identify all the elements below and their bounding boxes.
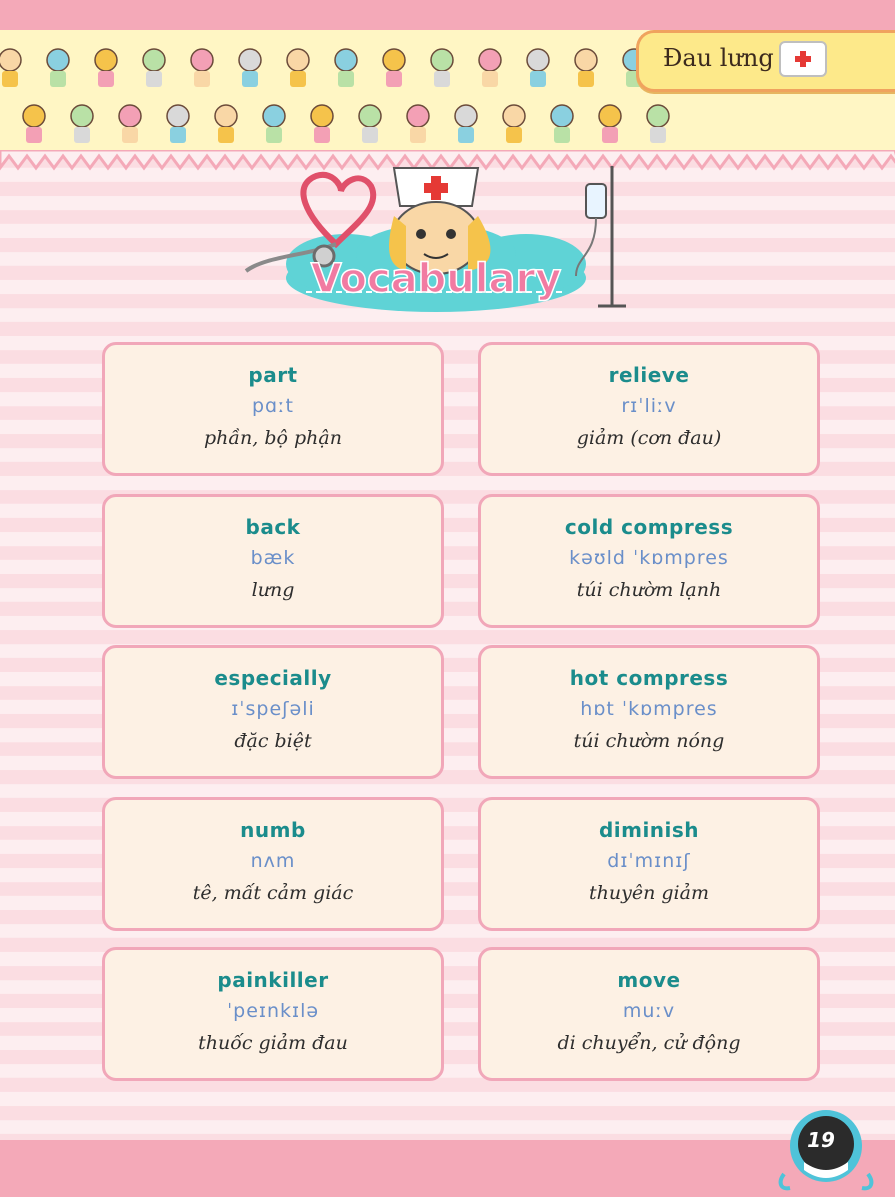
cartoon-figure-body-icon xyxy=(122,127,138,143)
vocab-meaning: di chuyển, cử động xyxy=(557,1032,741,1054)
vocab-meaning: phần, bộ phận xyxy=(204,427,342,449)
bottom-band xyxy=(0,1140,895,1197)
vocab-ipa: bæk xyxy=(250,547,296,569)
cartoon-figure-icon xyxy=(575,49,597,71)
cartoon-figure-icon xyxy=(599,105,621,127)
cartoon-figure-body-icon xyxy=(218,127,234,143)
vocab-word: cold compress xyxy=(564,515,734,539)
vocab-ipa: ɪˈspeʃəli xyxy=(231,698,315,720)
vocab-card xyxy=(102,342,444,476)
vocab-card xyxy=(478,797,820,931)
vocab-word: back xyxy=(245,515,301,539)
cartoon-figure-body-icon xyxy=(26,127,42,143)
cartoon-figure-icon xyxy=(383,49,405,71)
vocab-meaning: đặc biệt xyxy=(234,730,312,752)
cartoon-figure-icon xyxy=(479,49,501,71)
cartoon-figure-body-icon xyxy=(338,71,354,87)
cartoon-figure-body-icon xyxy=(266,127,282,143)
vocab-word: move xyxy=(617,968,681,992)
vocab-card xyxy=(478,342,820,476)
cartoon-figure-icon xyxy=(527,49,549,71)
vocab-meaning: lưng xyxy=(251,579,295,601)
cartoon-figure-body-icon xyxy=(434,71,450,87)
cartoon-figure-icon xyxy=(431,49,453,71)
cartoon-figure-icon xyxy=(23,105,45,127)
cartoon-figure-icon xyxy=(215,105,237,127)
cartoon-figure-body-icon xyxy=(50,71,66,87)
top-band xyxy=(0,0,895,30)
cartoon-figure-body-icon xyxy=(506,127,522,143)
vocabulary-header-art xyxy=(236,146,636,326)
vocab-card xyxy=(478,645,820,779)
cartoon-figure-body-icon xyxy=(458,127,474,143)
cartoon-figure-body-icon xyxy=(74,127,90,143)
vocab-ipa: pɑːt xyxy=(252,395,294,417)
vocab-ipa: nʌm xyxy=(250,850,296,872)
vocab-ipa: muːv xyxy=(622,1000,676,1022)
vocab-card xyxy=(102,645,444,779)
page-number: 19 xyxy=(807,1128,835,1152)
vocab-word: painkiller xyxy=(217,968,329,992)
cartoon-figure-body-icon xyxy=(602,127,618,143)
cartoon-figure-icon xyxy=(503,105,525,127)
vocab-ipa: kəʊld ˈkɒmpres xyxy=(569,547,729,569)
cartoon-figure-icon xyxy=(311,105,333,127)
cartoon-figure-body-icon xyxy=(530,71,546,87)
vocab-ipa: hɒt ˈkɒmpres xyxy=(580,698,718,720)
cartoon-figure-body-icon xyxy=(242,71,258,87)
cartoon-figure-body-icon xyxy=(146,71,162,87)
cartoon-figure-icon xyxy=(0,49,21,71)
cartoon-figure-body-icon xyxy=(554,127,570,143)
vocab-ipa: dɪˈmɪnɪʃ xyxy=(607,850,691,872)
cartoon-figure-icon xyxy=(239,49,261,71)
chapter-title: Đau lưng xyxy=(663,44,774,72)
iv-stand-icon xyxy=(576,166,626,306)
cartoon-figure-icon xyxy=(119,105,141,127)
first-aid-kit-icon xyxy=(779,41,827,77)
cartoon-figure-icon xyxy=(407,105,429,127)
vocab-meaning: thuốc giảm đau xyxy=(198,1032,348,1054)
cartoon-figure-body-icon xyxy=(170,127,186,143)
cartoon-figure-body-icon xyxy=(386,71,402,87)
vocab-card xyxy=(478,494,820,628)
cartoon-figure-body-icon xyxy=(650,127,666,143)
cartoon-figure-icon xyxy=(263,105,285,127)
cartoon-figure-body-icon xyxy=(362,127,378,143)
cartoon-figure-body-icon xyxy=(98,71,114,87)
vocab-ipa: rɪˈliːv xyxy=(621,395,677,417)
cartoon-figure-body-icon xyxy=(194,71,210,87)
cartoon-figure-body-icon xyxy=(2,71,18,87)
vocab-card xyxy=(102,947,444,1081)
cartoon-figure-icon xyxy=(95,49,117,71)
vocab-word: part xyxy=(248,363,298,387)
vocab-ipa: ˈpeɪnkɪlə xyxy=(226,1000,320,1022)
cartoon-figure-icon xyxy=(287,49,309,71)
vocab-word: especially xyxy=(214,666,332,690)
vocab-card xyxy=(478,947,820,1081)
cartoon-figure-body-icon xyxy=(578,71,594,87)
cartoon-figure-body-icon xyxy=(410,127,426,143)
cartoon-figure-icon xyxy=(647,105,669,127)
vocab-word: hot compress xyxy=(569,666,729,690)
vocab-meaning: túi chườm lạnh xyxy=(576,579,722,601)
vocab-meaning: túi chườm nóng xyxy=(573,730,725,752)
cartoon-figure-body-icon xyxy=(482,71,498,87)
cartoon-figure-icon xyxy=(167,105,189,127)
vocab-meaning: thuyên giảm xyxy=(589,882,709,904)
vocab-word: relieve xyxy=(608,363,690,387)
cartoon-figure-body-icon xyxy=(314,127,330,143)
vocab-meaning: tê, mất cảm giác xyxy=(192,882,354,904)
cartoon-figure-icon xyxy=(191,49,213,71)
cartoon-figure-icon xyxy=(455,105,477,127)
chapter-tab xyxy=(636,30,895,92)
vocab-card xyxy=(102,797,444,931)
vocab-card xyxy=(102,494,444,628)
cartoon-figure-icon xyxy=(71,105,93,127)
cartoon-figure-icon xyxy=(359,105,381,127)
cartoon-figure-icon xyxy=(47,49,69,71)
cartoon-figure-body-icon xyxy=(290,71,306,87)
cartoon-figure-icon xyxy=(143,49,165,71)
vocab-meaning: giảm (cơn đau) xyxy=(576,427,722,449)
vocab-word: numb xyxy=(240,818,306,842)
cartoon-figure-icon xyxy=(551,105,573,127)
vocab-word: diminish xyxy=(598,818,700,842)
section-title: Vocabulary xyxy=(310,256,562,302)
cartoon-figure-icon xyxy=(335,49,357,71)
